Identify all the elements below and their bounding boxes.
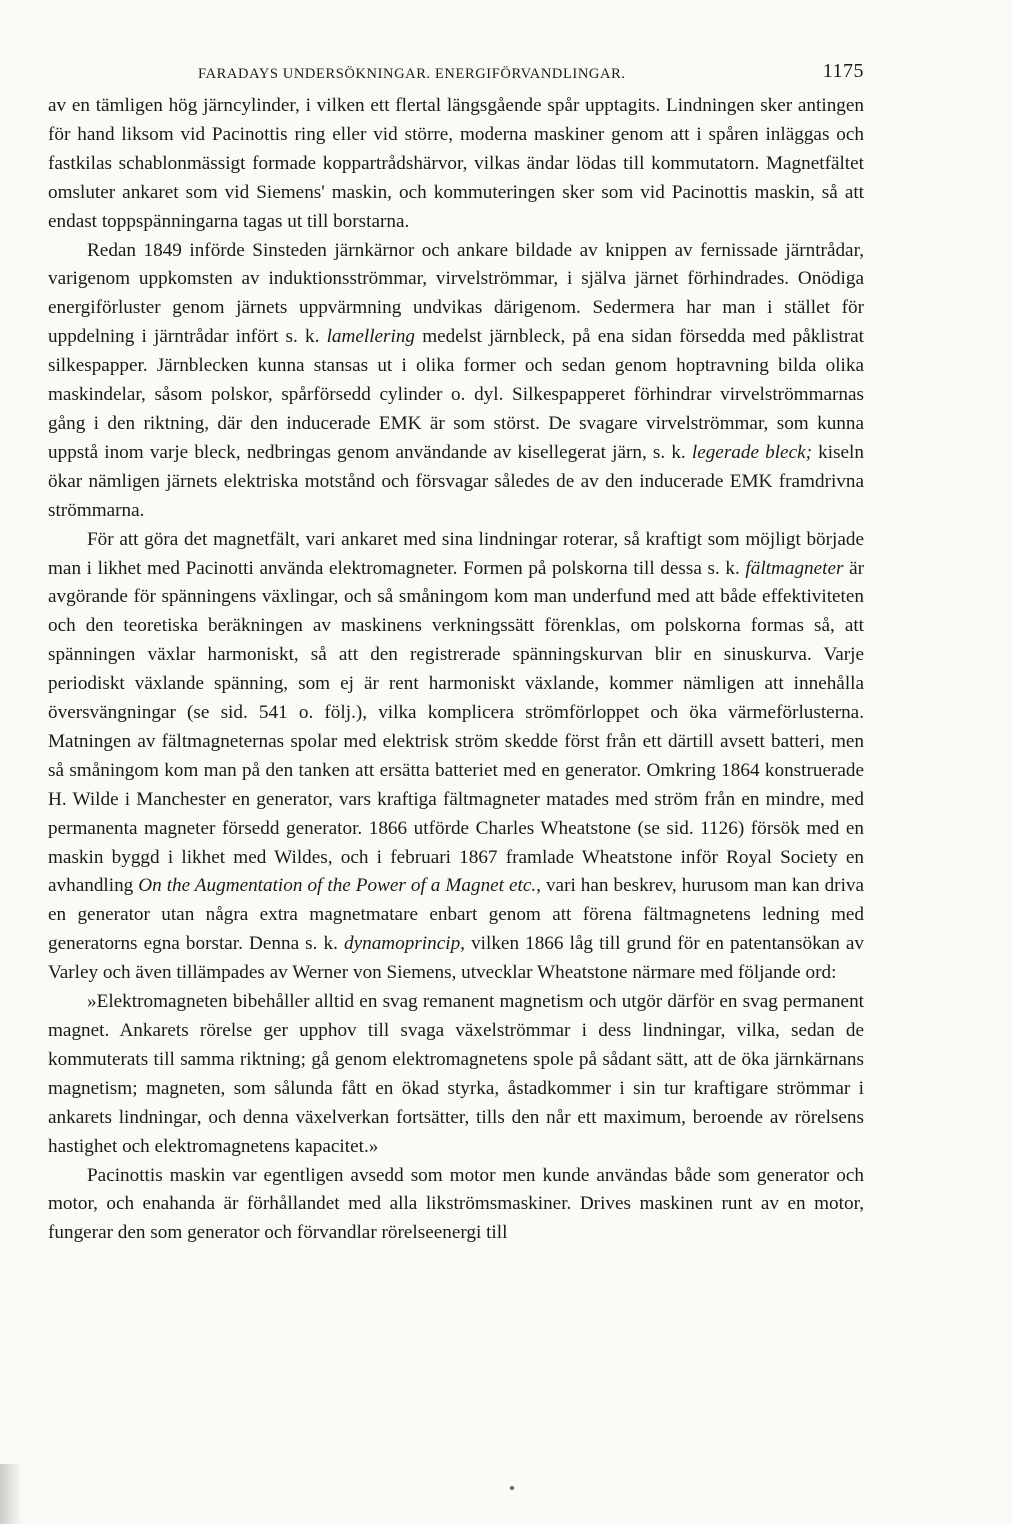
paragraph-2-text-c: kiseln ökar nämligen järnets elektriska motstånd och försvagar således de av den inducerade EMK framdrivna strömmarna. (48, 441, 864, 521)
term-lamellering: lamellering (326, 326, 416, 348)
paragraph-2-text-a: Redan 1849 införde Sinsteden järnkärnor och ankare bildade av knippen av fernissade järntrådar, varigenom uppkomsten av induktionsströmmar, virvelströmmar, i själva järnet förhindrades. Onödiga energiförluster genom järnets uppvärmning undvikas därigenom. Sedermera har man i stället för uppdelning i järntrådar infört s. k. (48, 239, 864, 348)
paragraph-3-text-c: vari han beskrev, hurusom man kan driva en generator utan några extra magnetmatare enbart genom att förena fältmagnetens ledning med generatorns egna borstar. Denna s. k. (48, 875, 865, 955)
running-head: FARADAYS UNDERSÖKNINGAR. ENERGIFÖRVANDLINGAR. (198, 66, 626, 82)
quotation-text: »Elektromagneten bibehåller alltid en svag remanent magnetism och utgör därför en svag permanent magnet. Ankarets rörelse ger upphov till svaga växelströmmar i dess lindningar, vilka, sedan de kommuterats till samma riktning; gå genom elektromagnetens spole på sådant sätt, att de öka järnkärnans magnetism; magneten, som sålunda fått en ökad styrka, åstadkommer i sin tur kraftigare strömmar i ankarets lindningar, och denna växelverkan fortsätter, tills den når ett maximum, beroende av rörelsens hastighet och elektromagnetens kapacitet.» (48, 991, 864, 1157)
paragraph-3-text-b: är avgörande för spänningens växlingar, och så småningom kom man underfund med att både effektiviteten och den teoretiska beräkningen av maskinens verkningssätt förenklas, om polskorna formas så, att spänningen växlar harmoniskt, så att den registrerade spänningskurvan blir en sinuskurva. Varje periodiskt växlande spänning, som ej är rent harmoniskt växlande, kommer nämligen att innehålla översvängningar (se sid. 541 o. följ.), vilka komplicera strömförloppet och öka värmeförlusterna. Matningen av fältmagneternas spolar med elektrisk ström skedde först från ett därtill avsett batteri, men så småningom kom man på den tanken att ersätta batteriet med en generator. Omkring 1864 konstruerade H. Wilde i Manchester en generator, vars kraftiga fältmagneter matades med ström från en mindre, med permanenta magneter försedd generator. 1866 utförde Charles Wheatstone (se sid. 1126) försök med en maskin byggd i likhet med Wildes, och i februari 1867 framlade Wheatstone inför Royal Society en avhandling (48, 557, 865, 897)
print-speck (510, 1486, 514, 1490)
paragraph-2 (48, 237, 864, 526)
term-dynamoprincip: dynamoprincip, (344, 933, 465, 955)
term-faltmagneter: fältmagneter (745, 557, 844, 579)
paragraph-5-text: Pacinottis maskin var egentligen avsedd som motor men kunde användas både som generator och motor, och enahanda är förhållandet med alla likströmsmaskiner. Drives maskinen runt av en motor, fungerar den som generator och förvandlar rörelseenergi till (48, 1164, 864, 1244)
paragraph-3 (48, 526, 864, 989)
book-page (48, 58, 864, 1248)
paragraph-3-text-d: vilken 1866 låg till grund för en patentansökan av Varley och även tillämpades av Werner von Siemens, utvecklar Wheatstone närmare med följande ord: (48, 933, 864, 984)
paragraph-5 (48, 1162, 864, 1249)
page-header (48, 58, 864, 92)
quotation-paragraph (48, 988, 864, 1161)
term-legerade-bleck: legerade bleck; (691, 441, 812, 463)
body-text (48, 92, 864, 1248)
paragraph-1-text: av en tämligen hög järncylinder, i vilken ett flertal längsgående spår upptagits. Lindningen sker antingen för hand liksom vid Pacinottis ring eller vid större, moderna maskiner genom att i spåren inläggas och fastkilas schablonmässigt formade koppartrådshärvor, vilkas ändar lödas till kommutatorn. Magnetfältet omsluter ankaret som vid Siemens' maskin, och kommuteringen sker som vid Pacinottis maskin, så att endast toppspänningarna tagas ut till borstarna. (48, 95, 864, 232)
page-edge-shadow (0, 1464, 22, 1524)
page-number: 1175 (822, 60, 864, 82)
paragraph-1 (48, 92, 864, 237)
paragraph-2-text-b: medelst järnbleck, på ena sidan försedda med påklistrat silkespapper. Järnblecken kunna stansas ut i olika former och sedan genom hoptravning bilda olika maskindelar, såsom polskor, spårförsedd cylinder o. dyl. Silkespapperet förhindrar virvelströmmarnas gång i den riktning, där den inducerade EMK är som störst. De svagare virvelströmmar, som kunna uppstå inom varje bleck, nedbringas genom användande av kisellegerat järn, s. k. (48, 326, 865, 463)
paragraph-3-text-a: För att göra det magnetfält, vari ankaret med sina lindningar roterar, så kraftigt som möjligt började man i likhet med Pacinotti använda elektromagneter. Formen på polskorna till dessa s. k. (48, 528, 864, 579)
paper-title: On the Augmentation of the Power of a Magnet etc., (138, 875, 541, 897)
